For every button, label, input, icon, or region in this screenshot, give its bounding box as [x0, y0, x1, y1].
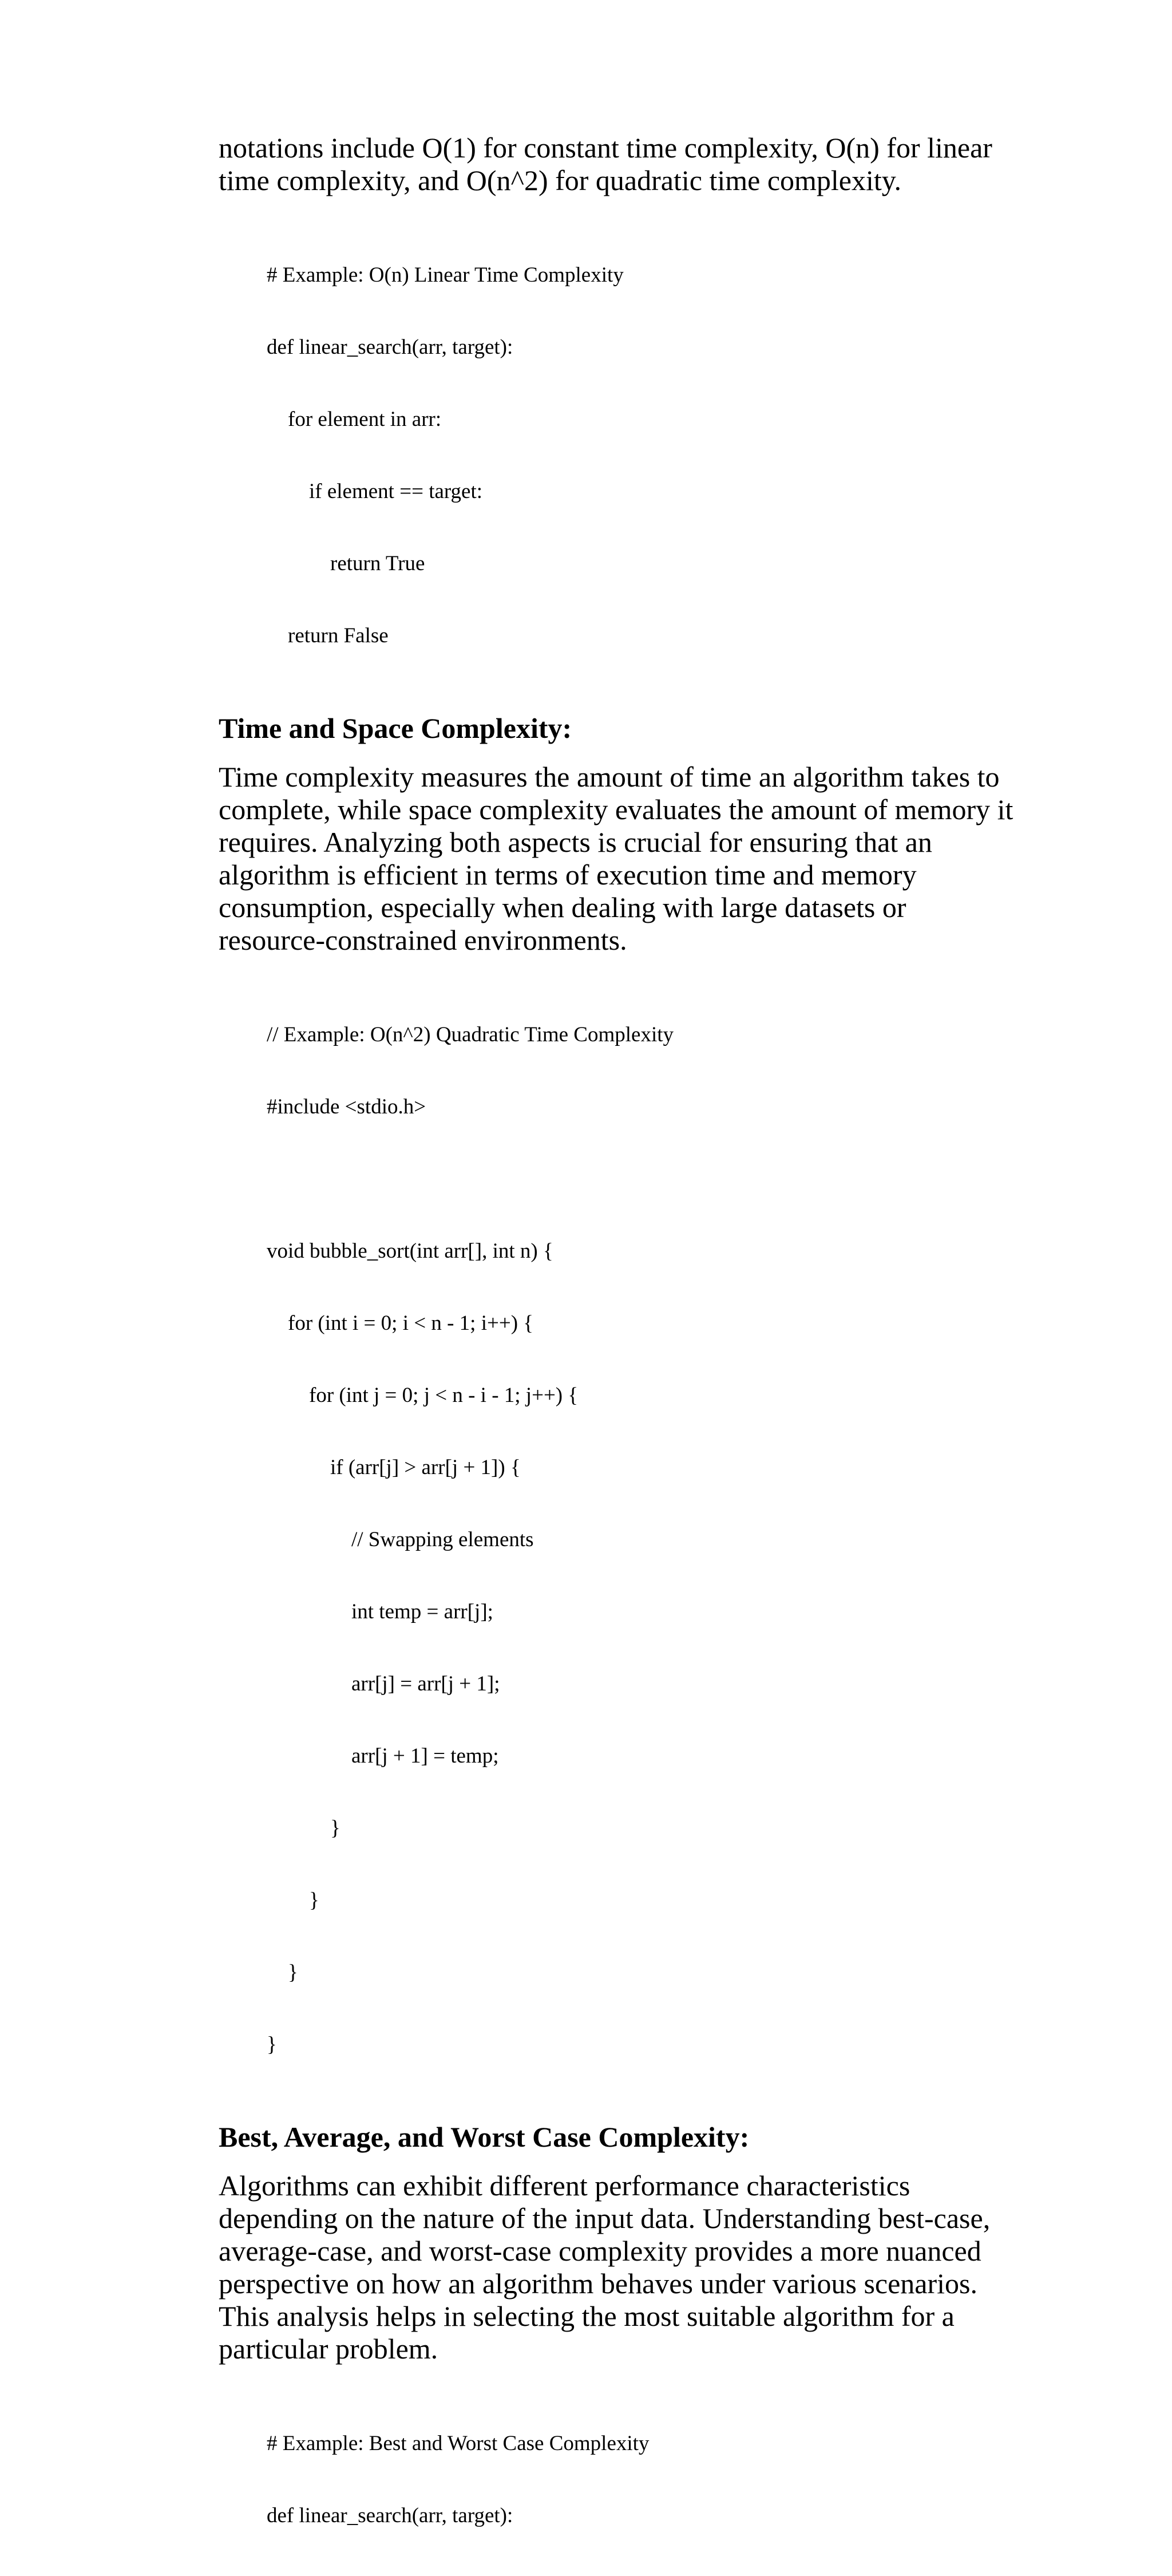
heading-time-space-complexity: Time and Space Complexity: — [219, 712, 572, 744]
code-line: for element in arr: — [267, 408, 442, 431]
code-line: int temp = arr[j]; — [267, 1600, 493, 1623]
code-line: def linear_search(arr, target): — [267, 2504, 513, 2527]
paragraph-best-worst: Algorithms can exhibit different performance characteristics depending on the nature of the input data. Understanding best-case, average-case, and worst-case complexity provides a more nuanced perspective on how an algorithm behaves under various scenarios. This analysis helps in selecting the most suitable algorithm for a particular problem. — [219, 2170, 991, 2365]
code-line: # Example: O(n) Linear Time Complexity — [267, 263, 624, 287]
heading-best-average-worst: Best, Average, and Worst Case Complexity: — [219, 2121, 750, 2153]
code-line: // Example: O(n^2) Quadratic Time Complexity — [267, 1023, 674, 1046]
document-page — [219, 132, 1031, 2576]
code-line: // Swapping elements — [267, 1528, 534, 1551]
code-line: if (arr[j] > arr[j + 1]) { — [267, 1456, 521, 1479]
code-line: return True — [267, 552, 425, 575]
code-line: for (int i = 0; i < n - 1; i++) { — [267, 1311, 534, 1335]
code-block-linear-search — [267, 215, 1031, 696]
code-line: # Example: Best and Worst Case Complexity — [267, 2432, 650, 2455]
code-line: #include <stdio.h> — [267, 1095, 426, 1119]
code-line: arr[j + 1] = temp; — [267, 1744, 499, 1768]
code-line: } — [267, 2033, 277, 2056]
paragraph-time-space: Time complexity measures the amount of time an algorithm takes to complete, while space complexity evaluates the amount of memory it requires. Analyzing both aspects is crucial for ensuring that an algorithm is efficient in terms of execution time and memory consumption, especially when dealing with large datasets or resource-constrained environments. — [219, 761, 1013, 956]
code-line — [267, 1167, 1031, 1191]
code-block-bubble-sort — [267, 975, 1031, 2105]
code-line: arr[j] = arr[j + 1]; — [267, 1672, 500, 1696]
code-line: } — [267, 1961, 298, 1984]
paragraph-notations: notations include O(1) for constant time complexity, O(n) for linear time complexity, and O(n^2) for quadratic time complexity. — [219, 132, 992, 196]
code-line: if element == target: — [267, 480, 483, 503]
code-line: void bubble_sort(int arr[], int n) { — [267, 1239, 553, 1263]
code-line: } — [267, 1888, 319, 1912]
code-line: return False — [267, 624, 389, 647]
code-block-best-worst — [267, 2384, 1031, 2576]
code-line: def linear_search(arr, target): — [267, 335, 513, 359]
code-line: for (int j = 0; j < n - i - 1; j++) { — [267, 1384, 579, 1407]
code-line: } — [267, 1816, 340, 1840]
